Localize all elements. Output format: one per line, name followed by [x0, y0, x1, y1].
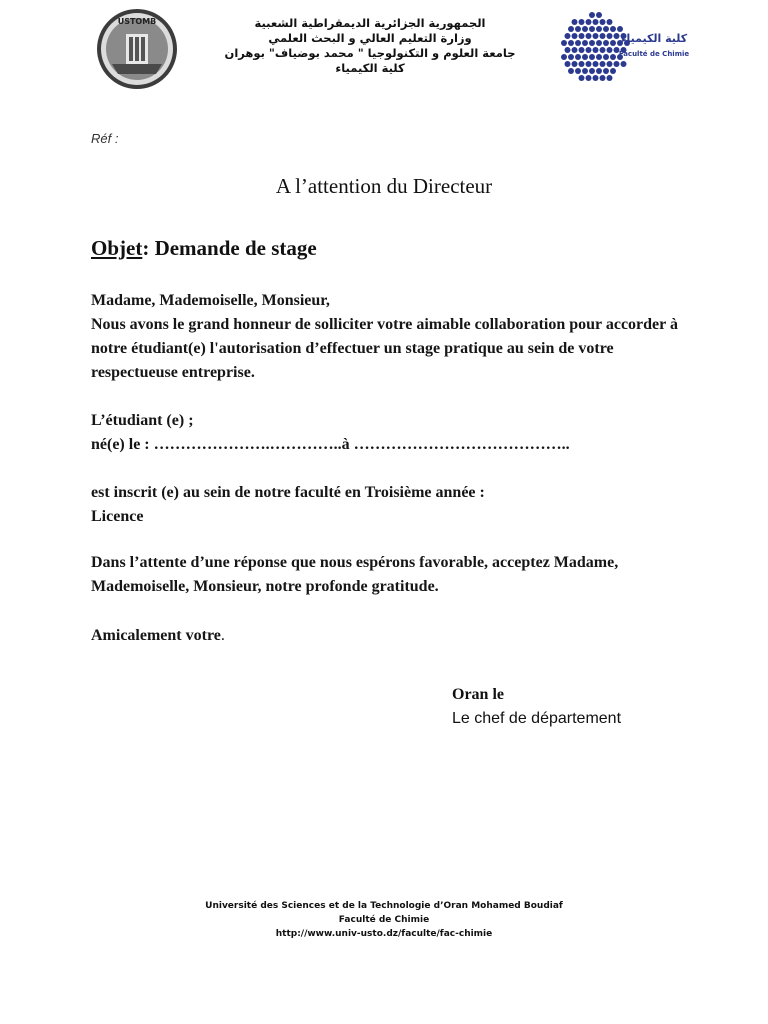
- molecule-logo-icon: [560, 10, 690, 86]
- molecule-dot: [607, 61, 613, 67]
- molecule-dot: [565, 61, 571, 67]
- molecule-dot: [610, 54, 616, 60]
- recipient-line: A l’attention du Directeur: [275, 174, 493, 198]
- molecule-dot: [593, 61, 599, 67]
- signatory-title: Le chef de département: [452, 710, 622, 727]
- molecule-dot: [596, 12, 602, 18]
- molecule-dot: [582, 26, 588, 32]
- molecule-dot: [582, 40, 588, 46]
- molecule-dot: [586, 75, 592, 81]
- molecule-dot: [610, 26, 616, 32]
- molecule-dot: [561, 54, 567, 60]
- molecule-dot: [610, 40, 616, 46]
- molecule-dot: [600, 75, 606, 81]
- molecule-dot: [575, 26, 581, 32]
- closing-text: Dans l’attente d’une réponse que nous espérons favorable, acceptez Madame, Mademoiselle, Monsieur, notre profonde gratitude.: [91, 554, 619, 595]
- seal-text: USTOMB: [117, 17, 157, 26]
- logo-french-text: Faculté de Chimie: [618, 50, 690, 58]
- birth-line: né(e) le : ………………….…………..à …………………………………..: [91, 436, 570, 453]
- molecule-dot: [596, 68, 602, 74]
- university-seal-icon: [96, 8, 178, 90]
- greeting: Madame, Mademoiselle, Monsieur,: [91, 292, 330, 309]
- molecule-dot: [596, 54, 602, 60]
- sign-off-dot: .: [220, 627, 225, 644]
- molecule-dot: [589, 54, 595, 60]
- molecule-dot: [603, 40, 609, 46]
- sign-off: [91, 624, 691, 648]
- molecule-dot: [593, 47, 599, 53]
- molecule-dot: [561, 40, 567, 46]
- molecule-dot: [607, 47, 613, 53]
- footer: [0, 899, 768, 941]
- intro-text: Nous avons le grand honneur de solliciter votre aimable collaboration pour accorder à notre étudiant(e) l'autorisation d’effectuer un stage pratique au sein de votre respectueuse entreprise.: [91, 316, 678, 381]
- place-date: Oran le: [452, 686, 504, 703]
- molecule-dot: [579, 19, 585, 25]
- arabic-line-3: جامعة العلوم و التكنولوجيا " محمد بوضياف" بوهران: [224, 46, 516, 60]
- molecule-dot: [575, 54, 581, 60]
- molecule-dot: [579, 61, 585, 67]
- molecule-dot: [589, 40, 595, 46]
- molecule-dot: [565, 33, 571, 39]
- molecule-dot: [568, 54, 574, 60]
- subject-text: : Demande de stage: [142, 236, 317, 260]
- molecule-dot: [607, 33, 613, 39]
- molecule-dot: [593, 19, 599, 25]
- molecule-dot: [596, 40, 602, 46]
- arabic-line-2: وزارة التعليم العالي و البحث العلمي: [268, 31, 472, 45]
- arabic-line-1: الجمهورية الجزائرية الديمقراطية الشعبية: [254, 16, 486, 30]
- molecule-dot: [600, 19, 606, 25]
- molecule-dot: [579, 47, 585, 53]
- arabic-institution-header: [205, 16, 535, 76]
- molecule-dot: [589, 68, 595, 74]
- student-paragraph: [91, 409, 691, 457]
- molecule-dot: [579, 33, 585, 39]
- molecule-dot: [603, 26, 609, 32]
- enrollment-paragraph: [91, 481, 691, 529]
- logo-arabic-text: كلية الكيمياء: [620, 32, 688, 45]
- molecule-dot: [575, 40, 581, 46]
- reference-label: Réf :: [91, 131, 119, 146]
- molecule-dot: [582, 54, 588, 60]
- molecule-dot: [568, 40, 574, 46]
- molecule-dot: [575, 68, 581, 74]
- molecule-dot: [586, 19, 592, 25]
- intro-paragraph: [91, 289, 691, 385]
- footer-faculty: Faculté de Chimie: [338, 915, 430, 925]
- molecule-dot: [621, 61, 627, 67]
- molecule-dot: [579, 75, 585, 81]
- molecule-dot: [582, 68, 588, 74]
- molecule-dot: [586, 61, 592, 67]
- molecule-dot: [610, 68, 616, 74]
- molecule-dot: [572, 33, 578, 39]
- student-line: L’étudiant (e) ;: [91, 412, 194, 429]
- molecule-dot: [596, 26, 602, 32]
- molecule-dot: [589, 12, 595, 18]
- molecule-dot: [586, 33, 592, 39]
- subject-label: Objet: [91, 236, 143, 260]
- molecule-dot: [593, 75, 599, 81]
- molecule-dot: [603, 68, 609, 74]
- arabic-line-4: كلية الكيمياء: [335, 61, 405, 75]
- molecule-dot: [565, 47, 571, 53]
- molecule-dot: [593, 33, 599, 39]
- molecule-dot: [586, 47, 592, 53]
- molecule-dot: [568, 26, 574, 32]
- molecule-dot: [600, 61, 606, 67]
- molecule-dot: [600, 33, 606, 39]
- subject-line: [91, 236, 317, 261]
- molecule-dot: [572, 19, 578, 25]
- molecule-dot: [572, 47, 578, 53]
- footer-university: Université des Sciences et de la Technologie d’Oran Mohamed Boudiaf: [205, 901, 563, 911]
- sign-off-text: Amicalement votre: [91, 627, 221, 644]
- letterhead: [0, 0, 768, 100]
- molecule-dot: [572, 61, 578, 67]
- molecule-dot: [614, 61, 620, 67]
- molecule-dot: [603, 54, 609, 60]
- molecule-dot: [568, 68, 574, 74]
- molecule-dot: [607, 75, 613, 81]
- molecule-dot: [600, 47, 606, 53]
- molecule-dot: [614, 33, 620, 39]
- degree-line: Licence: [91, 508, 144, 525]
- molecule-dot: [589, 26, 595, 32]
- enrollment-line: est inscrit (e) au sein de notre faculté en Troisième année :: [91, 484, 485, 501]
- molecule-dot: [607, 19, 613, 25]
- footer-url: http://www.univ-usto.dz/faculte/fac-chimie: [275, 929, 493, 939]
- closing-paragraph: [91, 551, 691, 599]
